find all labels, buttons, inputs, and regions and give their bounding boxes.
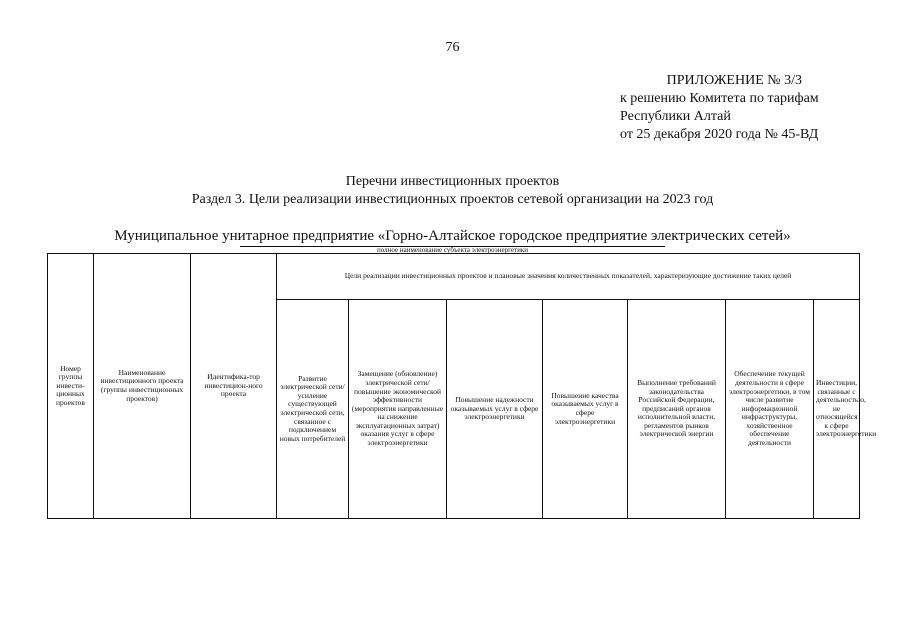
- header-group-number: Номер группы инвести-ционных проектов: [48, 254, 94, 519]
- appendix-date: от 25 декабря 2020 года № 45-ВД: [620, 127, 819, 142]
- header-goals: Цели реализации инвестиционных проектов и плановые значения количественных показателей, характеризующие достижение таких целей: [277, 254, 860, 300]
- page-number: 76: [445, 40, 460, 55]
- document-title: Перечни инвестиционных проектов: [345, 174, 560, 189]
- goal-network-replacement: Замещение (обновление) электрической сети/повышение экономической эффективности (мероприятия направленные на снижение эксплуатационных затрат) оказания услуг в сфере электроэнергетики: [349, 300, 447, 519]
- appendix-block: [620, 72, 860, 144]
- investment-goals-table: [47, 253, 877, 519]
- header-identifier: Идентифика-тор инвестицион-ного проекта: [191, 254, 277, 519]
- goal-network-development: Развитие электрической сети/усиление существующей электрической сети, связанное с подключением новых потребителей: [277, 300, 349, 519]
- appendix-decision: к решению Комитета по тарифам: [620, 91, 819, 106]
- appendix-title: ПРИЛОЖЕНИЕ № 3/3: [666, 73, 802, 88]
- goal-reliability: Повышение надежности оказываемых услуг в сфере электроэнергетики: [447, 300, 543, 519]
- section-title: Раздел 3. Цели реализации инвестиционных проектов сетевой организации на 2023 год: [191, 192, 714, 207]
- organization-note: полное наименование субъекта электроэнергетики: [377, 246, 528, 254]
- goal-non-energy-investments: Инвестиции, связанные с деятельностью, не относящейся к сфере электроэнергетики: [814, 300, 860, 519]
- goal-current-activity: Обеспечение текущей деятельности в сфере электроэнергетики, в том числе развитие информационной инфраструктуры, хозяйственное обеспечение деятельности: [726, 300, 814, 519]
- goal-legal-compliance: Выполнение требований законодательства Российской Федерации, предписаний органов исполнительной власти, регламентов рынков электрической энергии: [628, 300, 726, 519]
- organization-name: Муниципальное унитарное предприятие «Горно-Алтайское городское предприятие электрических сетей»: [114, 228, 791, 244]
- appendix-republic: Республики Алтай: [620, 109, 731, 124]
- goal-quality: Повышение качества оказываемых услуг в сфере электроэнергетики: [543, 300, 628, 519]
- header-project-name: Наименование инвестиционного проекта (группы инвестиционных проектов): [94, 254, 191, 519]
